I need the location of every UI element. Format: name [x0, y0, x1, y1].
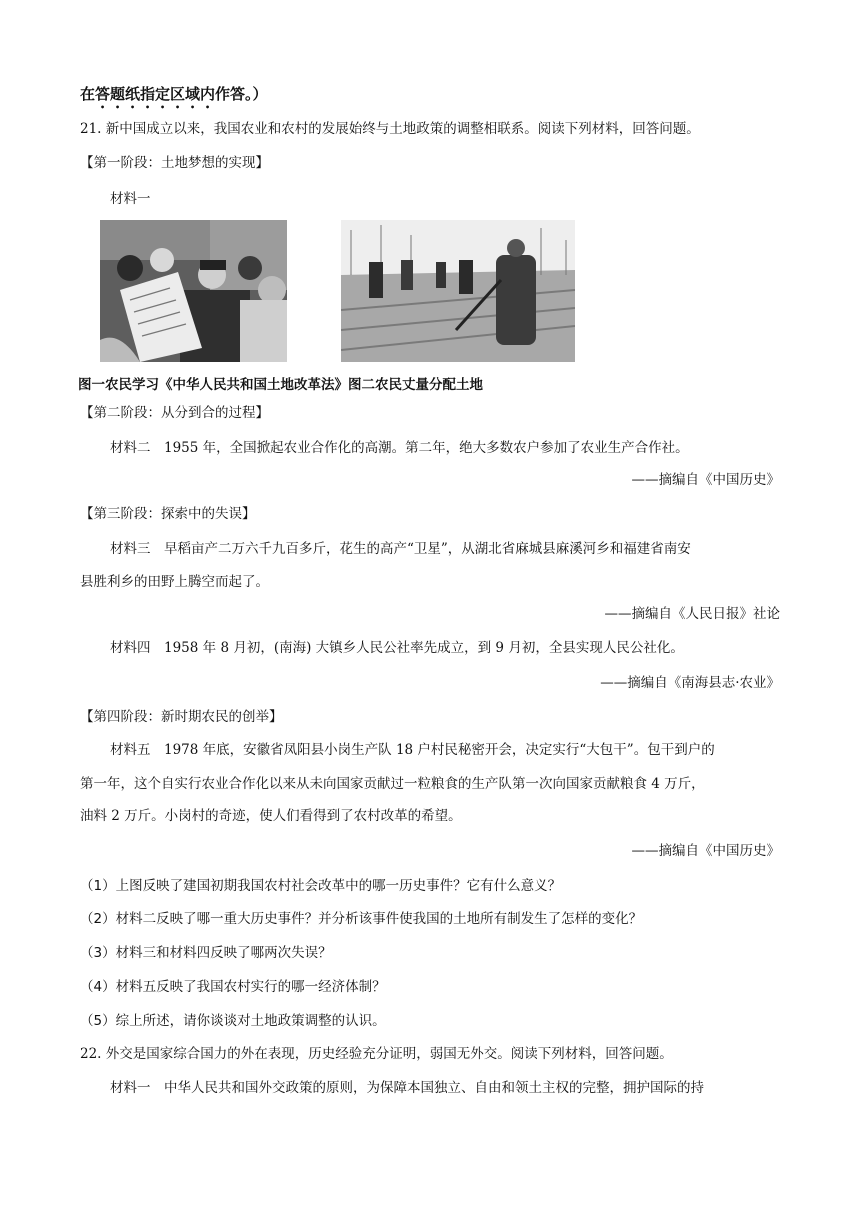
stage1-heading: 【第一阶段：土地梦想的实现】 — [80, 155, 269, 171]
photo-farmers-studying-land-law — [100, 220, 287, 362]
stage2-heading: 【第二阶段：从分到合的过程】 — [80, 405, 269, 421]
material5-text-3: 油料 2 万斤。小岗村的奇迹，使人们看得到了农村改革的希望。 — [80, 808, 462, 824]
q21-question-5: （5）综上所述，请你谈谈对土地政策调整的认识。 — [80, 1013, 386, 1029]
material3-text-2: 县胜利乡的田野上腾空而起了。 — [80, 574, 269, 590]
stage3-heading: 【第三阶段：探索中的失误】 — [80, 506, 256, 522]
material2-text: 材料二 1955 年，全国掀起农业合作化的高潮。第二年，绝大多数农户参加了农业生产合作社。 — [110, 440, 689, 456]
q21-question-2: （2）材料二反映了哪一重大历史事件？并分析该事件使我国的土地所有制发生了怎样的变化？ — [80, 911, 643, 927]
material5-text-2: 第一年，这个自实行农业合作化以来从未向国家贡献过一粒粮食的生产队第一次向国家贡献粮食 4 万斤， — [80, 776, 705, 792]
answer-instruction: 在答题纸指定区域内作答。） — [80, 85, 268, 103]
q21-intro: 21. 新中国成立以来，我国农业和农村的发展始终与土地政策的调整相联系。阅读下列材料，回答问题。 — [80, 121, 700, 137]
material5-text-1: 材料五 1978 年底，安徽省凤阳县小岗生产队 18 户村民秘密开会，决定实行“大包干”。包干到户的 — [110, 742, 715, 758]
q21-question-1: （1）上图反映了建国初期我国农村社会改革中的哪一历史事件？它有什么意义？ — [80, 878, 562, 894]
material3-source: ——摘编自《人民日报》社论 — [604, 606, 780, 622]
photo-caption: 图一农民学习《中华人民共和国土地改革法》图二农民丈量分配土地 — [78, 377, 483, 393]
q21-question-3: （3）材料三和材料四反映了哪两次失误？ — [80, 945, 332, 961]
material5-source: ——摘编自《中国历史》 — [631, 843, 780, 859]
material2-source: ——摘编自《中国历史》 — [631, 472, 780, 488]
q22-material1-text: 材料一 中华人民共和国外交政策的原则，为保障本国独立、自由和领土主权的完整，拥护国际的持 — [110, 1080, 704, 1096]
material4-source: ——摘编自《南海县志·农业》 — [600, 675, 780, 691]
stage4-heading: 【第四阶段：新时期农民的创举】 — [80, 709, 283, 725]
material4-text: 材料四 1958 年 8 月初，(南海) 大镇乡人民公社率先成立，到 9 月初，全县实现人民公社化。 — [110, 640, 684, 656]
material1-label: 材料一 — [110, 191, 151, 207]
photo-farmers-measuring-land — [341, 220, 575, 362]
q21-question-4: （4）材料五反映了我国农村实行的哪一经济体制？ — [80, 979, 386, 995]
material3-text-1: 材料三 早稻亩产二万六千九百多斤，花生的高产“卫星”，从湖北省麻城县麻溪河乡和福建省南安 — [110, 541, 691, 557]
q22-intro: 22. 外交是国家综合国力的外在表现，历史经验充分证明，弱国无外交。阅读下列材料，回答问题。 — [80, 1046, 673, 1062]
